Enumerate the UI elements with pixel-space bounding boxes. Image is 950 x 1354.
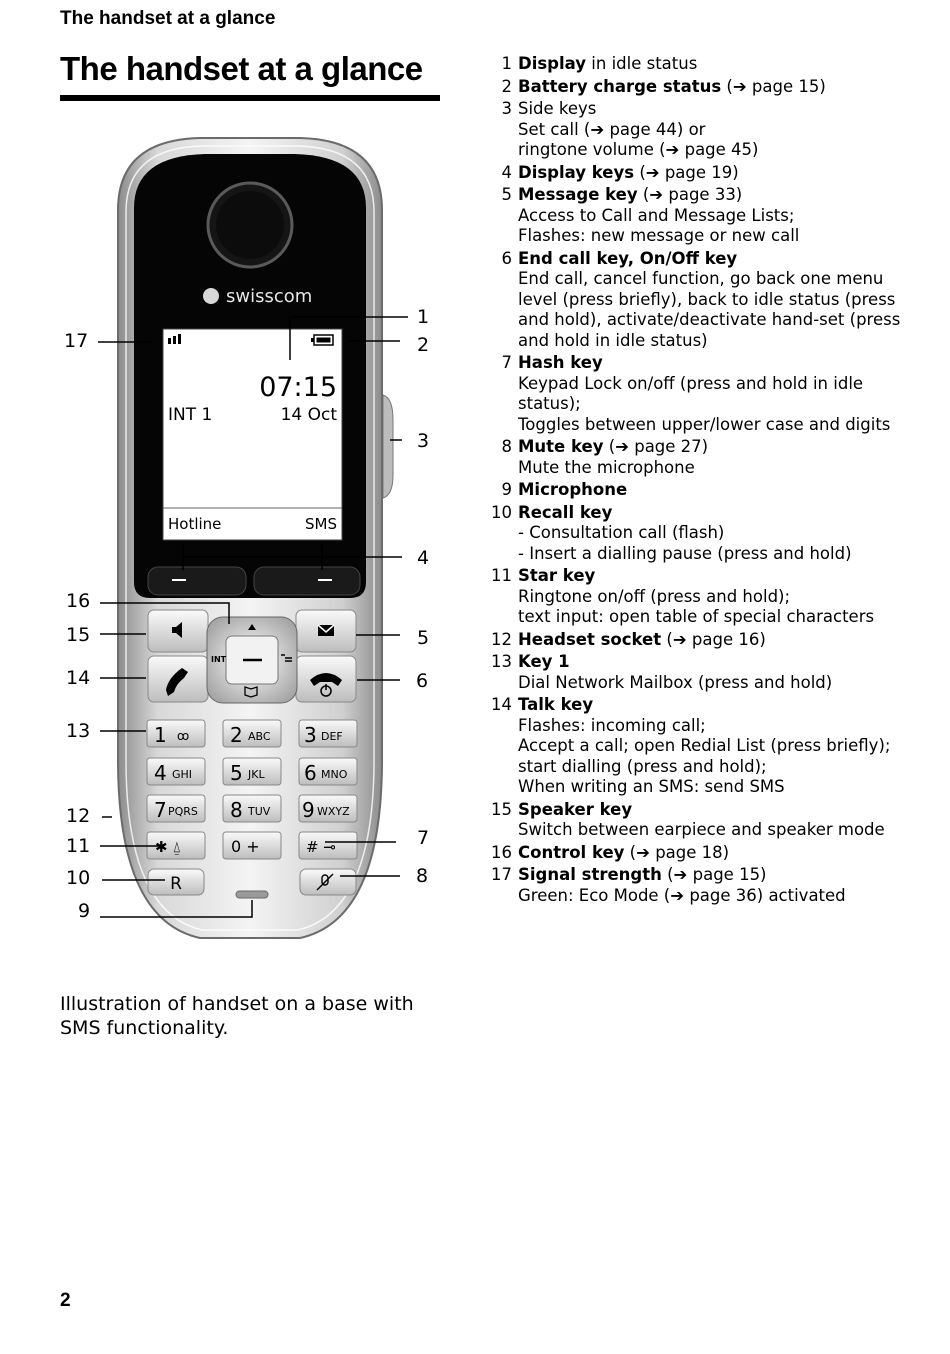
legend-number: 16: [491, 842, 512, 862]
callout-7: 7: [417, 827, 430, 849]
recall-key-label: R: [170, 874, 182, 894]
legend-number: 6: [501, 248, 512, 268]
legend-description: End call, cancel function, go back one menu level (press briefly), back to idle status (press and hold), activate/deactivate hand-set (press and hold in idle status): [518, 269, 901, 350]
legend-description: Green: Eco Mode (➔ page 36) activated: [518, 885, 846, 905]
star-key-label: ✱ ⍙: [155, 838, 182, 856]
key-5-letters: JKL: [248, 768, 265, 781]
callout-17: 17: [64, 330, 89, 352]
key-5-digit: 5: [230, 761, 243, 785]
callout-16: 16: [66, 590, 91, 612]
legend-item: [488, 652, 918, 693]
legend-number: 4: [501, 162, 512, 182]
brand-logo-icon: [203, 288, 219, 304]
legend-description: Access to Call and Message Lists;: [518, 205, 795, 225]
envelope-icon: [318, 625, 334, 636]
nav-int-label: INT: [211, 655, 227, 664]
legend-reference: (➔ page 33): [637, 185, 743, 204]
legend-description: - Consultation call (flash): [518, 523, 725, 542]
softkey-label-left: Hotline: [168, 515, 222, 533]
key-3-digit: 3: [304, 723, 317, 747]
legend-number: 10: [491, 502, 512, 522]
legend-number: 7: [501, 353, 512, 372]
legend-item: [488, 437, 918, 478]
hash-key-label: # ⊸: [306, 838, 336, 856]
display-key-left: [148, 567, 246, 595]
callout-11: 11: [66, 835, 91, 857]
display-internal-name: INT 1: [168, 405, 213, 425]
brand-name: swisscom: [226, 286, 313, 307]
legend-item: [488, 843, 918, 864]
callout-10: 10: [66, 867, 91, 889]
legend-reference: in idle status: [586, 54, 698, 73]
key-7-letters: PQRS: [168, 805, 198, 818]
callout-12: 12: [66, 805, 91, 827]
legend-heading: Control key: [518, 842, 625, 862]
side-key: [383, 395, 393, 498]
legend-item: [488, 353, 918, 435]
legend-description: Accept a call; open Redial List (press briefly);: [518, 736, 891, 755]
legend-reference: (➔ page 18): [624, 842, 730, 862]
legend-description: Flashes: new message or new call: [518, 226, 800, 245]
legend-reference: (➔ page 16): [661, 629, 766, 649]
callout-15: 15: [66, 624, 91, 646]
legend-reference: (➔ page 15): [721, 76, 826, 96]
legend-description: Ringtone on/off (press and hold);: [518, 586, 791, 606]
legend-item: [488, 503, 918, 565]
legend-item: [488, 185, 918, 247]
key-4-digit: 4: [154, 761, 167, 785]
legend-heading: Headset socket: [518, 629, 662, 649]
legend-heading: Display: [518, 54, 587, 73]
legend-reference: (➔ page 27): [603, 437, 709, 456]
legend-description: Mute the microphone: [518, 457, 695, 477]
legend-list: [488, 54, 918, 908]
legend-description: Keypad Lock on/off (press and hold in idle status);: [518, 373, 864, 413]
legend-description: When writing an SMS: send SMS: [518, 777, 785, 796]
voicemail-icon: ꝏ: [177, 729, 190, 743]
legend-item: [488, 54, 918, 75]
microphone: [236, 891, 268, 898]
legend-item: [488, 163, 918, 184]
callout-6: 6: [416, 670, 429, 692]
legend-number: 5: [501, 185, 512, 204]
legend-item: [488, 800, 918, 841]
page-title: The handset at a glance: [60, 50, 423, 87]
legend-heading: Microphone: [518, 480, 628, 499]
page-number: 2: [60, 1290, 71, 1311]
legend-heading: Star key: [518, 566, 596, 585]
title-rule: [60, 95, 440, 101]
legend-description: - Insert a dialling pause (press and hold): [518, 543, 852, 563]
legend-number: 8: [501, 437, 512, 456]
key-7-digit: 7: [154, 798, 167, 822]
legend-number: 14: [491, 695, 512, 714]
legend-heading: Battery charge status: [518, 76, 722, 96]
legend-number: 15: [491, 799, 512, 819]
legend-description: Toggles between upper/lower case and digits: [518, 414, 891, 434]
legend-item: [488, 865, 918, 906]
legend-number: 2: [501, 76, 512, 96]
handset-illustration: [40, 120, 480, 1020]
legend-description: Set call (➔ page 44) or: [518, 119, 706, 139]
legend-number: 3: [501, 99, 512, 118]
key-9-digit: 9: [302, 798, 315, 822]
callout-3: 3: [417, 430, 430, 452]
legend-number: 9: [501, 480, 512, 499]
callout-4: 4: [417, 547, 430, 569]
legend-item: [488, 480, 918, 501]
callout-1: 1: [417, 306, 430, 328]
zero-key-label: 0 +: [231, 837, 260, 856]
callout-2: 2: [417, 334, 430, 356]
legend-item: [488, 630, 918, 651]
legend-heading: Key 1: [518, 652, 570, 671]
legend-description: Switch between earpiece and speaker mode: [518, 820, 885, 839]
display-time: 07:15: [259, 372, 337, 403]
legend-number: 12: [491, 629, 512, 649]
legend-number: 11: [491, 566, 512, 585]
legend-heading: Speaker key: [518, 799, 633, 819]
legend-heading: Recall key: [518, 502, 613, 522]
legend-heading: End call key, On/Off key: [518, 248, 738, 268]
callout-9: 9: [78, 900, 91, 922]
legend-reference: (➔ page 19): [634, 162, 739, 182]
legend-number: 1: [501, 54, 512, 73]
key-1-digit: 1: [154, 723, 167, 747]
callout-8: 8: [416, 865, 429, 887]
legend-number: 17: [491, 865, 512, 884]
legend-item: [488, 99, 918, 161]
legend-number: 13: [491, 652, 512, 671]
legend-heading: Display keys: [518, 162, 635, 182]
legend-reference: Side keys: [518, 99, 597, 118]
legend-description: Dial Network Mailbox (press and hold): [518, 672, 833, 692]
legend-description: text input: open table of special characters: [518, 607, 875, 626]
display-key-right: [254, 567, 360, 595]
legend-heading: Message key: [518, 185, 638, 204]
legend-description: start dialling (press and hold);: [518, 756, 767, 776]
callout-14: 14: [66, 667, 91, 689]
callout-5: 5: [417, 627, 430, 649]
legend-description: Flashes: incoming call;: [518, 715, 706, 735]
running-head: The handset at a glance: [60, 8, 276, 29]
key-6-digit: 6: [304, 761, 317, 785]
legend-heading: Hash key: [518, 353, 603, 372]
legend-item: [488, 77, 918, 98]
key-2-letters: ABC: [248, 730, 271, 743]
key-8-letters: TUV: [248, 805, 271, 818]
key-3-letters: DEF: [321, 730, 343, 743]
legend-description: ringtone volume (➔ page 45): [518, 140, 759, 159]
legend-item: [488, 566, 918, 628]
softkey-label-right: SMS: [305, 515, 337, 533]
legend-heading: Mute key: [518, 437, 604, 456]
legend-heading: Talk key: [518, 695, 594, 714]
legend-item: [488, 249, 918, 352]
key-4-letters: GHI: [172, 768, 193, 781]
legend-reference: (➔ page 15): [661, 865, 767, 884]
display-date: 14 Oct: [280, 405, 337, 425]
key-6-letters: MNO: [321, 768, 348, 781]
figure-caption: Illustration of handset on a base with SMS functionality.: [60, 993, 414, 1039]
key-8-digit: 8: [230, 798, 243, 822]
key-9-letters: WXYZ: [317, 805, 350, 818]
legend-heading: Signal strength: [518, 865, 662, 884]
callout-13: 13: [66, 720, 91, 742]
legend-item: [488, 695, 918, 798]
key-2-digit: 2: [230, 723, 243, 747]
